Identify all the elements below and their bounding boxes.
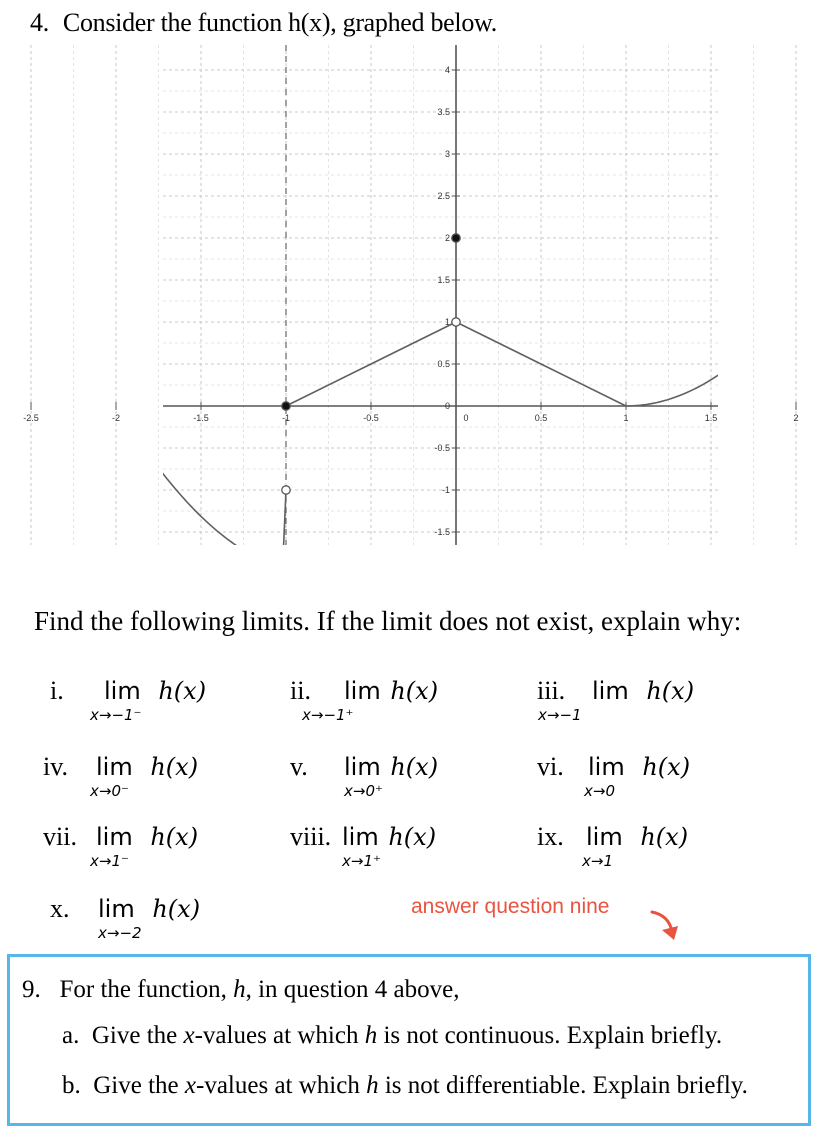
limit-roman-numeral: viii.	[290, 822, 332, 851]
arrow-icon	[648, 906, 684, 946]
part-a-text-1: Give the	[91, 1022, 184, 1049]
x-tick-label: 1.5	[704, 413, 718, 423]
x-tick-label: -0.5	[363, 413, 379, 423]
y-tick-label: 2	[444, 233, 450, 243]
limit-item	[537, 822, 689, 870]
question-9-intro-text: For the function,	[59, 976, 234, 1003]
limit-word: lim	[342, 823, 379, 851]
x-tick-label: 2	[793, 413, 799, 423]
limit-expression	[90, 822, 199, 870]
limit-function: h(x)	[382, 753, 439, 781]
x-tick-label: 0	[463, 413, 469, 423]
limit-function: h(x)	[382, 677, 439, 705]
limit-word: lim	[586, 823, 623, 851]
part-b-label: b.	[62, 1072, 81, 1099]
x-tick-label: -1.5	[193, 413, 209, 423]
limit-subscript: x→1⁻	[90, 852, 129, 870]
x-tick-label: 1	[623, 413, 629, 423]
y-tick-label: 1	[444, 317, 450, 327]
y-tick-label: -1.5	[434, 527, 450, 537]
limit-item	[43, 752, 199, 800]
limit-roman-numeral: iv.	[43, 752, 69, 781]
part-a-var-h: h	[364, 1022, 378, 1049]
limit-item	[43, 822, 199, 870]
y-tick-label: 0.5	[437, 359, 450, 369]
y-tick-label: 3	[444, 149, 450, 159]
limit-function: h(x)	[142, 753, 199, 781]
part-a-text-2: -values at which	[194, 1022, 365, 1049]
limit-expression	[584, 752, 691, 800]
limit-expression	[90, 676, 207, 724]
limit-function: h(x)	[638, 677, 695, 705]
question-9-part-b	[62, 1072, 748, 1100]
limit-item	[50, 894, 201, 942]
part-a-label: a.	[62, 1022, 80, 1049]
limit-expression	[582, 822, 689, 870]
question-4-text: Consider the function h(x), graphed below.	[62, 8, 498, 37]
y-tick-label: -1	[441, 485, 450, 495]
limit-roman-numeral: v.	[290, 752, 308, 781]
limit-word: lim	[592, 677, 629, 705]
limit-subscript: x→1	[582, 852, 613, 870]
limit-item	[50, 676, 207, 724]
question-9-intro	[22, 976, 459, 1004]
question-9-intro-tail: , in question 4 above,	[245, 976, 460, 1003]
y-tick-label: 4	[444, 65, 450, 75]
limit-function: h(x)	[144, 895, 201, 923]
limit-expression	[90, 752, 199, 800]
function-graph	[0, 0, 822, 560]
limit-subscript: x→0⁻	[90, 782, 129, 800]
limit-word: lim	[96, 753, 133, 781]
limit-word: lim	[96, 823, 133, 851]
part-b-text-1: Give the	[93, 1072, 185, 1099]
limit-word: lim	[588, 753, 625, 781]
y-tick-label: 3.5	[437, 107, 450, 117]
limit-word: lim	[104, 677, 141, 705]
limit-item	[290, 752, 439, 800]
limit-subscript: x→−2	[98, 924, 142, 942]
limit-subscript: x→−1	[538, 706, 582, 724]
limit-item	[537, 752, 691, 800]
limit-word: lim	[344, 677, 381, 705]
y-tick-label: 1.5	[437, 275, 450, 285]
limit-function: h(x)	[142, 823, 199, 851]
limit-roman-numeral: x.	[50, 894, 70, 923]
y-tick-label: 2.5	[437, 191, 450, 201]
closed-point	[282, 402, 290, 410]
limit-expression	[98, 894, 201, 942]
limit-roman-numeral: iii.	[537, 676, 566, 705]
question-9-number: 9.	[22, 976, 41, 1003]
limit-item	[290, 676, 439, 724]
limit-roman-numeral: vii.	[43, 822, 77, 851]
limit-roman-numeral: i.	[50, 676, 64, 705]
part-b-text-3: is not differentiable. Explain briefly.	[378, 1072, 748, 1099]
annotation-note: answer question nine	[411, 895, 610, 918]
x-tick-label: -2.5	[23, 413, 39, 423]
x-tick-label: 0.5	[534, 413, 548, 423]
series-right-parabola	[626, 0, 822, 406]
limit-function: h(x)	[632, 823, 689, 851]
x-tick-label: -1	[281, 413, 291, 423]
limit-subscript: x→−1⁺	[302, 706, 354, 724]
limit-expression	[342, 822, 437, 870]
limit-function: h(x)	[150, 677, 207, 705]
part-a-var-x: x	[183, 1022, 195, 1049]
closed-point	[452, 234, 460, 242]
question-9-var: h	[233, 976, 246, 1003]
part-b-var-x: x	[184, 1072, 196, 1099]
limit-subscript: x→0	[584, 782, 615, 800]
limit-word: lim	[344, 753, 381, 781]
limit-word: lim	[98, 895, 135, 923]
part-a-text-3: is not continuous. Explain briefly.	[377, 1022, 723, 1049]
part-b-text-2: -values at which	[196, 1072, 367, 1099]
instructions: Find the following limits. If the limit does not exist, explain why:	[34, 606, 742, 636]
limit-roman-numeral: ii.	[290, 676, 311, 705]
part-b-var-h: h	[366, 1072, 379, 1099]
limit-function: h(x)	[634, 753, 691, 781]
limit-function: h(x)	[380, 823, 437, 851]
y-tick-label: -0.5	[434, 443, 450, 453]
limit-subscript: x→−1⁻	[90, 706, 142, 724]
limit-expression	[344, 752, 439, 800]
limit-item	[290, 822, 437, 870]
limit-item	[537, 676, 695, 724]
question-4-number: 4.	[30, 8, 49, 37]
limit-expression	[302, 676, 439, 724]
x-tick-label: -2	[111, 413, 121, 423]
question-9-part-a	[62, 1022, 722, 1050]
limit-roman-numeral: vi.	[537, 752, 564, 781]
y-tick-label: 0	[444, 401, 450, 411]
limit-subscript: x→1⁺	[342, 852, 381, 870]
open-point	[452, 318, 460, 326]
open-point	[282, 486, 290, 494]
limit-roman-numeral: ix.	[537, 822, 564, 851]
limit-subscript: x→0⁺	[344, 782, 383, 800]
